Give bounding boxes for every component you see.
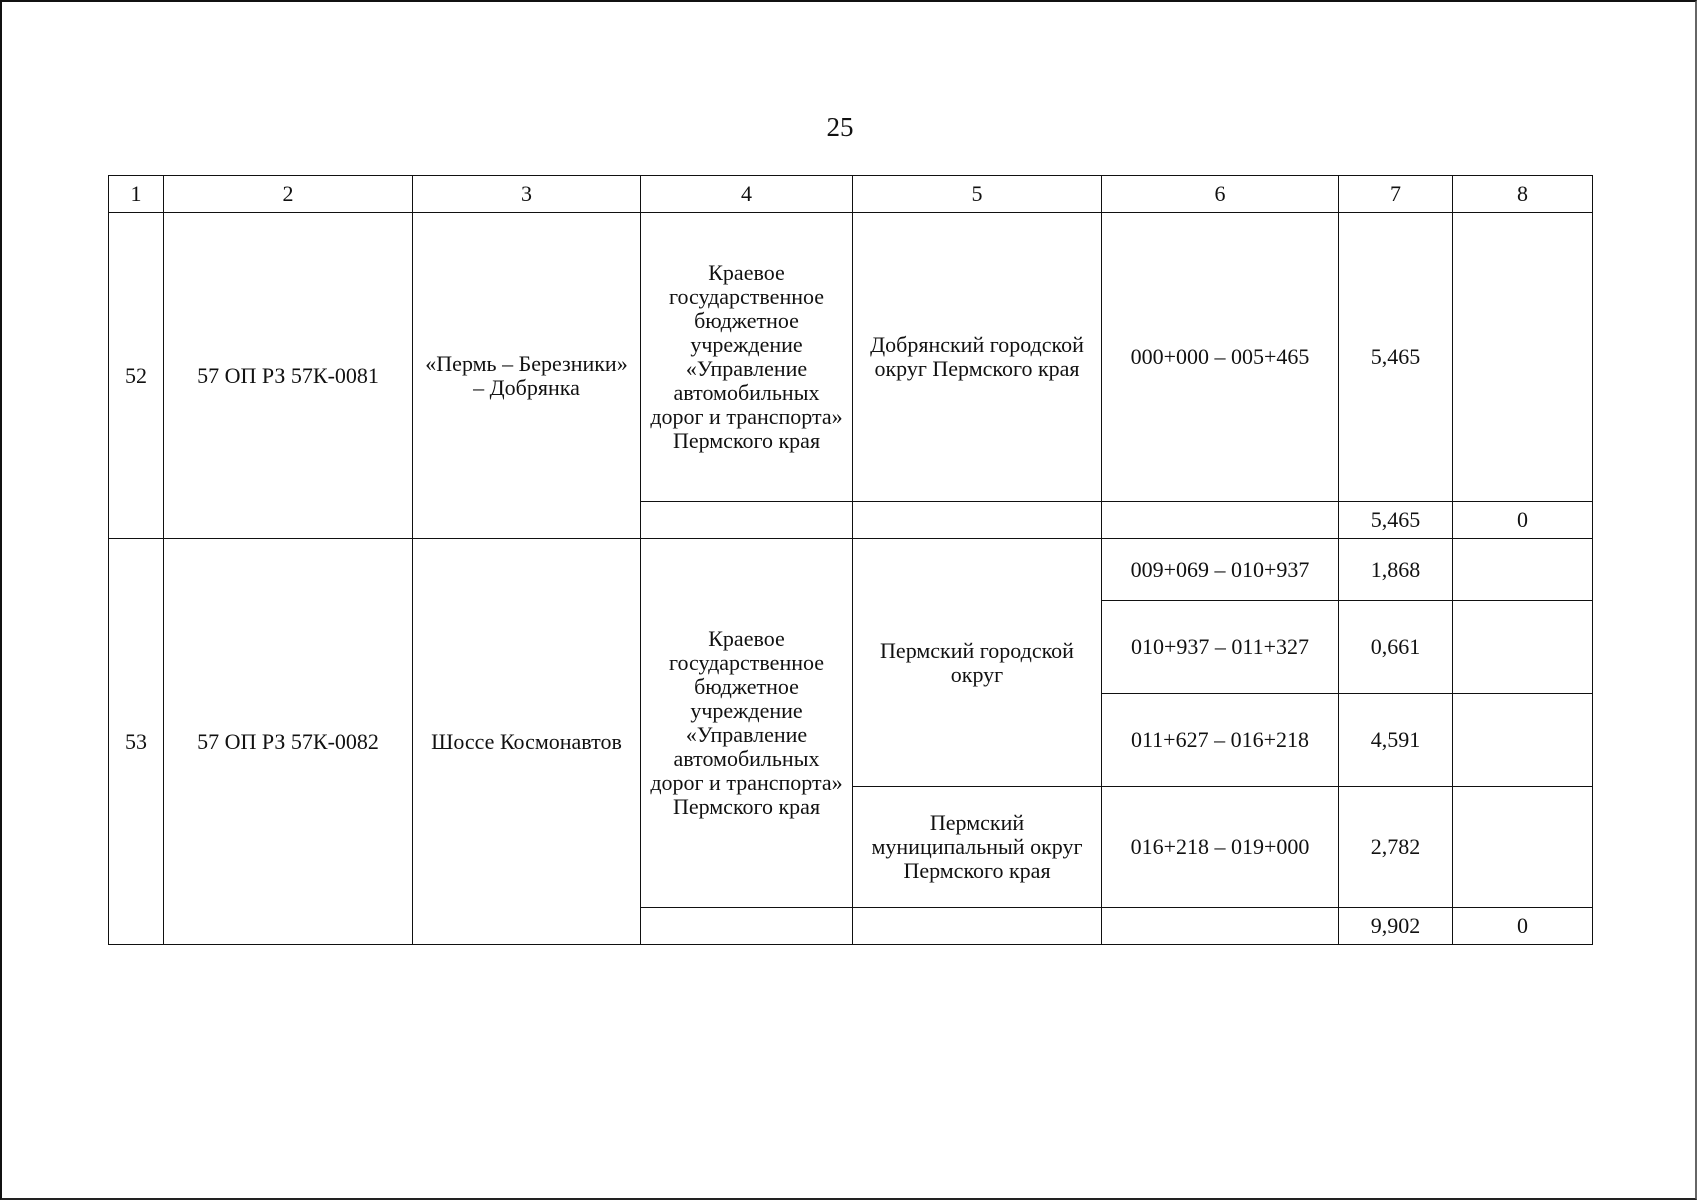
row-number: 52 [109, 213, 164, 539]
road-owner: Краевое государственное бюджетное учреждение «Управление автомобильных дорог и транспорта» Пермского края [641, 539, 853, 908]
header-col-6: 6 [1102, 176, 1339, 213]
segment-length: 0,661 [1339, 601, 1453, 694]
total-col8: 0 [1453, 502, 1593, 539]
road-code: 57 ОП РЗ 57К-0081 [164, 213, 413, 539]
page-number: 25 [826, 112, 854, 142]
segment-length: 2,782 [1339, 787, 1453, 908]
row-number: 53 [109, 539, 164, 945]
col8-empty [1453, 787, 1593, 908]
header-col-5: 5 [853, 176, 1102, 213]
col8-empty [1453, 213, 1593, 502]
total-length: 5,465 [1339, 502, 1453, 539]
segment-range: 011+627 – 016+218 [1102, 694, 1339, 787]
header-col-8: 8 [1453, 176, 1593, 213]
table-row [109, 539, 1593, 601]
segment-range: 016+218 – 019+000 [1102, 787, 1339, 908]
table-row [109, 213, 1593, 502]
road-owner: Краевое государственное бюджетное учреждение «Управление автомобильных дорог и транспорта» Пермского края [641, 213, 853, 502]
segment-length: 5,465 [1339, 213, 1453, 502]
col8-empty [1453, 601, 1593, 694]
district: Пермский городской округ [853, 539, 1102, 787]
total-col8: 0 [1453, 908, 1593, 945]
header-col-2: 2 [164, 176, 413, 213]
total-empty [1102, 908, 1339, 945]
col8-empty [1453, 694, 1593, 787]
segment-range: 009+069 – 010+937 [1102, 539, 1339, 601]
total-empty [1102, 502, 1339, 539]
total-empty [641, 502, 853, 539]
total-empty [641, 908, 853, 945]
total-length: 9,902 [1339, 908, 1453, 945]
district: Добрянский городской округ Пермского края [853, 213, 1102, 502]
road-code: 57 ОП РЗ 57К-0082 [164, 539, 413, 945]
roads-table [108, 175, 1593, 945]
col8-empty [1453, 539, 1593, 601]
total-empty [853, 502, 1102, 539]
district: Пермский муниципальный округ Пермского края [853, 787, 1102, 908]
segment-range: 010+937 – 011+327 [1102, 601, 1339, 694]
road-name: Шоссе Космонавтов [413, 539, 641, 945]
segment-range: 000+000 – 005+465 [1102, 213, 1339, 502]
total-empty [853, 908, 1102, 945]
header-col-4: 4 [641, 176, 853, 213]
header-col-3: 3 [413, 176, 641, 213]
segment-length: 4,591 [1339, 694, 1453, 787]
segment-length: 1,868 [1339, 539, 1453, 601]
header-col-1: 1 [109, 176, 164, 213]
road-name: «Пермь – Березники» – Добрянка [413, 213, 641, 539]
header-row [109, 176, 1593, 213]
header-col-7: 7 [1339, 176, 1453, 213]
